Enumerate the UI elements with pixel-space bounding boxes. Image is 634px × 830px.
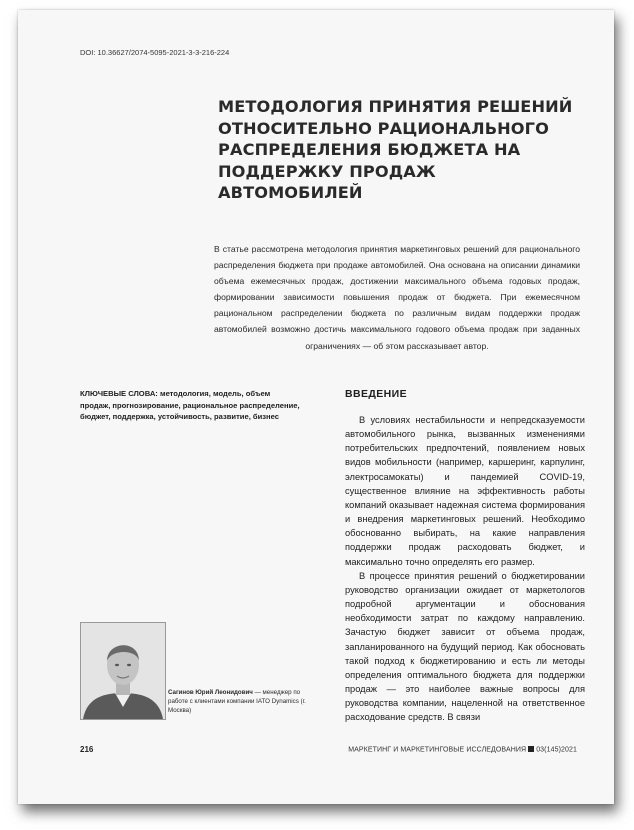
author-photo xyxy=(80,622,166,720)
author-caption xyxy=(168,688,318,715)
square-separator-icon xyxy=(528,746,534,752)
keywords: КЛЮЧЕВЫЕ СЛОВА: методология, модель, объем продаж, прогнозирование, рациональное распределение, бюджет, поддержка, устойчивость, развитие, бизнес xyxy=(80,389,300,421)
body-text xyxy=(345,413,585,724)
page-sheet xyxy=(18,10,614,804)
journal-name: МАРКЕТИНГ И МАРКЕТИНГОВЫЕ ИССЛЕДОВАНИЯ xyxy=(348,746,527,754)
journal-footer xyxy=(348,746,577,754)
author-description: — менеджер по работе с клиентами компании IATO Dynamics (г. Москва) xyxy=(168,689,306,714)
page-number: 216 xyxy=(80,745,94,754)
abstract: В статье рассмотрена методология принятия маркетинговых решений для рационального распределения бюджета при продаже автомобилей. Она основана на описании динамики объема ежемесячных продаж, достижении максимального объема годовых продаж, формировании зависимости повышения продаж от бюджета. При ежемесячном рациональном распределении бюджета по различным видам поддержки продаж автомобилей возможно достичь максимального годового объема продаж при заданных ограничениях — об этом рассказывает автор. xyxy=(214,244,580,351)
section-title: ВВЕДЕНИЕ xyxy=(345,388,407,400)
article-title: МЕТОДОЛОГИЯ ПРИНЯТИЯ РЕШЕНИЙ ОТНОСИТЕЛЬНО РАЦИОНАЛЬНОГО РАСПРЕДЕЛЕНИЯ БЮДЖЕТА НА ПОДДЕРЖКУ ПРОДАЖ АВТОМОБИЛЕЙ xyxy=(218,97,573,202)
journal-issue: 03(145)2021 xyxy=(536,746,577,754)
paragraph: В процессе принятия решений о бюджетировании руководство организации ожидает от маркетологов подробной аргументации и обоснования необходимости затрат по каждому направлению. Зачастую бюджет зависит от объема продаж, запланированного на будущий период. Как обосновать такой подход к бюджетированию и есть ли методы определения оптимального бюджета для поддержки продаж — это наиболее важные вопросы для руководства компании, нацеленной на ответственное расходование средств. В связи xyxy=(345,570,585,723)
author-name: Сагинов Юрий Леонидович xyxy=(168,689,253,696)
doi-label: DOI: 10.36627/2074-5095-2021-3-3-216-224 xyxy=(80,48,230,57)
author-portrait-icon xyxy=(81,623,165,719)
paragraph: В условиях нестабильности и непредсказуемости автомобильного рынка, вызванных изменениями потребительских предпочтений, появлением новых видов мобильности (например, каршеринг, карпулинг, электросамокаты) и пандемией COVID-19, существенное влияние на эффективность работы компаний оказывает надежная система формирования и внедрения маркетинговых решений. Необходимо обоснованно выбирать, на какие направления поддержки продаж расходовать бюджет, и максимально точно определять его размер. xyxy=(345,415,585,567)
